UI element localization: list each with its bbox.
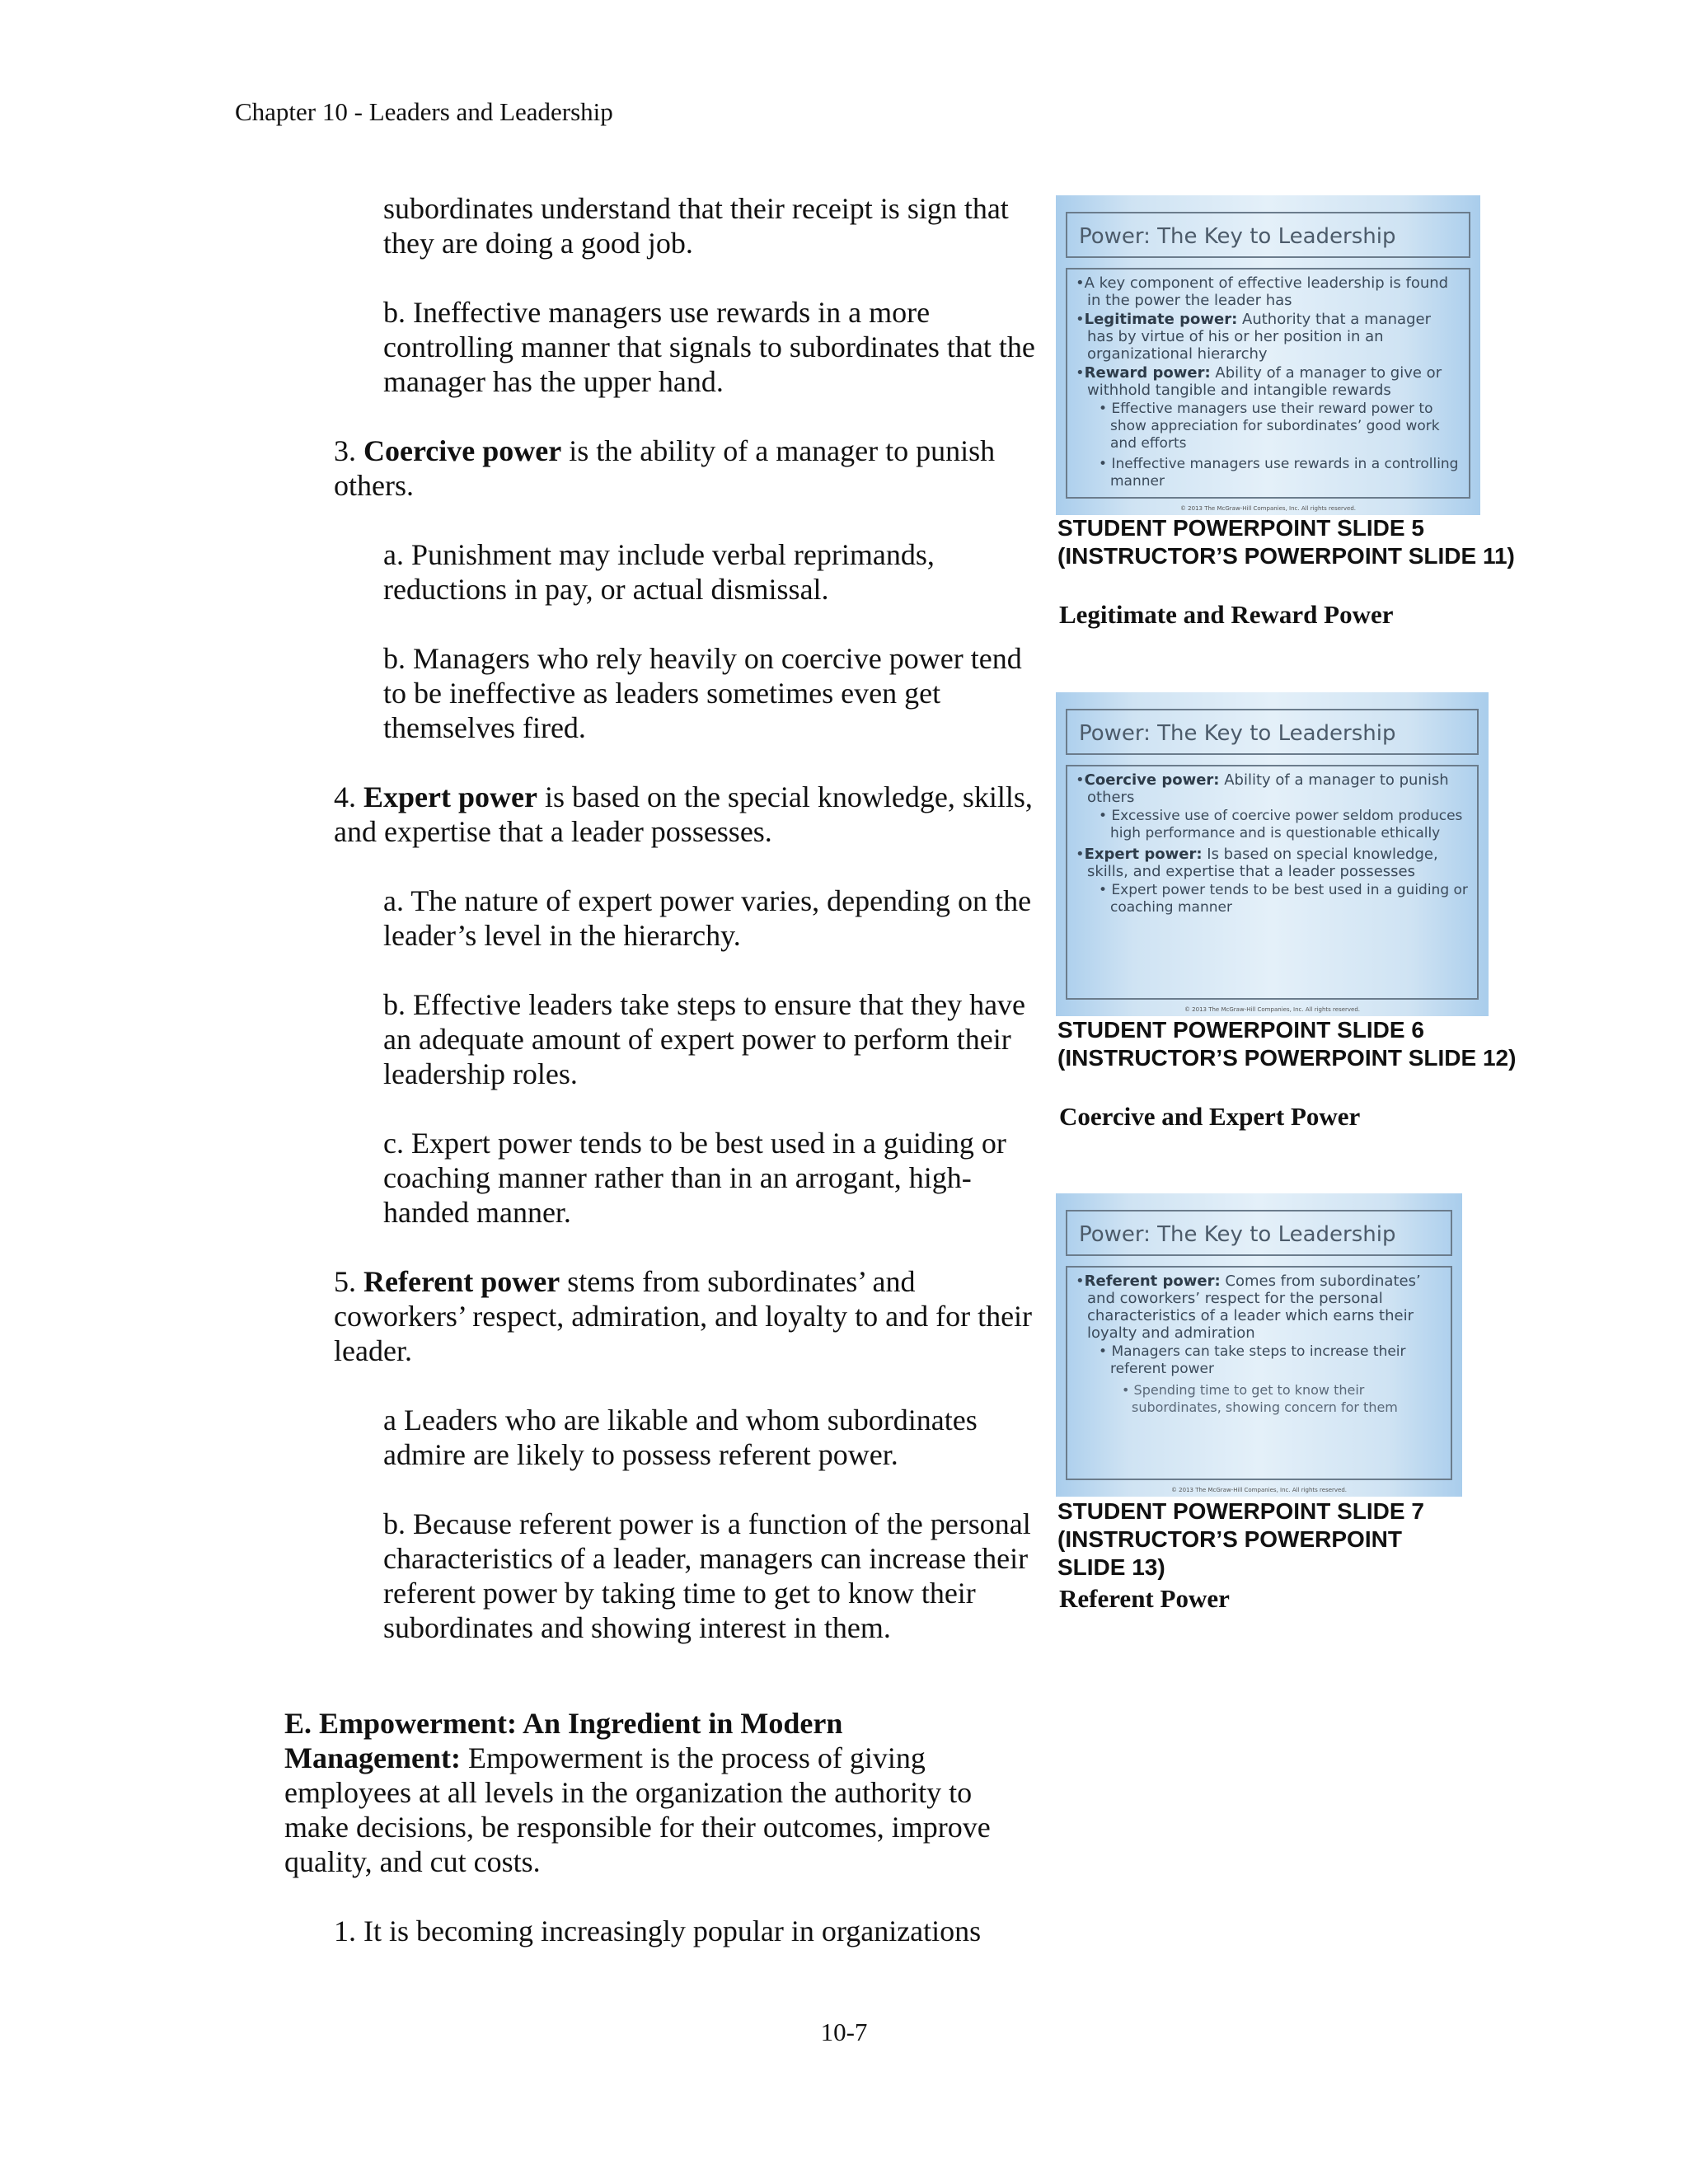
slide-thumbnail-5 — [1056, 195, 1480, 515]
slide-subsubbullet: • Spending time to get to know their subordinates, showing concern for them — [1122, 1382, 1398, 1415]
section-heading: E. Empowerment: An Ingredient in Modern Management: — [284, 1707, 843, 1774]
slide-caption: STUDENT POWERPOINT SLIDE 5 (INSTRUCTOR’S POWERPOINT SLIDE 11) — [1057, 515, 1515, 569]
slide-bullet-text: Ability of a manager to give or withhold tangible and intangible rewards — [1087, 364, 1442, 399]
slide-copyright: © 2013 The McGraw-Hill Companies, Inc. All rights reserved. — [1179, 505, 1357, 512]
slide-subbullet-text: Expert power tends to be best used in a guiding or coaching manner — [1110, 882, 1468, 916]
paragraph-text: Empowerment is the process of giving employees at all levels in the organization the authority to make decisions, be responsible for their outcomes, improve quality, and cut costs. — [284, 1741, 991, 1878]
term: Referent power — [363, 1265, 560, 1298]
slide-body — [1066, 268, 1470, 499]
slide-bullet: •Legitimate power: Authority that a manager has by virtue of his or her position in an organizational hierarchy — [1076, 311, 1431, 363]
slide-subsubbullet-text: Spending time to get to know their subordinates, showing concern for them — [1132, 1382, 1398, 1415]
slide-body — [1066, 765, 1479, 1000]
paragraph: b. Effective leaders take steps to ensure that they have an adequate amount of expert power to perform their leadership roles. — [383, 988, 1026, 1090]
section-heading-paragraph — [284, 1706, 1026, 1879]
paragraph: b. Ineffective managers use rewards in a more controlling manner that signals to subordinates that the manager has the upper hand. — [383, 296, 1035, 398]
slide-subtitle: Coercive and Expert Power — [1059, 1102, 1361, 1131]
list-number: 3. — [334, 434, 356, 467]
slide-subbullet-text: Managers can take steps to increase their referent power — [1110, 1343, 1406, 1377]
page-number: 10-7 — [820, 2018, 868, 2046]
slide-title: Power: The Key to Leadership — [1066, 709, 1479, 755]
slide-subbullet-text: Ineffective managers use rewards in a controlling manner — [1110, 456, 1459, 490]
paragraph: 1. It is becoming increasingly popular in organizations — [334, 1915, 982, 1947]
slide-bullet: •A key component of effective leadership is found in the power the leader has — [1076, 274, 1449, 309]
slide-body — [1066, 1266, 1452, 1480]
list-number: 5. — [334, 1265, 356, 1298]
slide-copyright: © 2013 The McGraw-Hill Companies, Inc. All rights reserved. — [1184, 1006, 1361, 1013]
term: Coercive power — [363, 434, 562, 467]
paragraph-text: is the ability of a manager to punish others. — [334, 434, 996, 502]
paragraph: b. Managers who rely heavily on coercive power tend to be ineffective as leaders sometimes even get themselves fired. — [383, 642, 1022, 744]
slide-bullet-text: Ability of a manager to punish others — [1087, 771, 1449, 806]
slide-subbullet: • Effective managers use their reward power to show appreciation for subordinates’ good work and efforts — [1099, 401, 1440, 452]
slide-term: Coercive power: — [1084, 771, 1220, 789]
slide-subbullet: • Managers can take steps to increase their referent power — [1099, 1343, 1406, 1377]
slide-bullet-text: Is based on special knowledge, skills, and expertise that a leader possesses — [1087, 846, 1438, 880]
slide-title: Power: The Key to Leadership — [1066, 1210, 1452, 1256]
paragraph: subordinates understand that their receipt is sign that they are doing a good job. — [383, 192, 1009, 260]
slide-subbullet-text: Excessive use of coercive power seldom produces high performance and is questionable ethically — [1110, 808, 1463, 841]
slide-bullet: •Expert power: Is based on special knowledge, skills, and expertise that a leader possesses — [1076, 846, 1438, 880]
paragraph-referent-power — [334, 1264, 1051, 1368]
paragraph-text: stems from subordinates’ and coworkers’ respect, admiration, and loyalty to and for their leader. — [334, 1265, 1033, 1367]
slide-bullet-text: Comes from subordinates’ and coworkers’ respect for the personal characteristics of a leader which earns their loyalty and admiration — [1087, 1272, 1421, 1342]
empowerment-section — [284, 1706, 1026, 1983]
slide-subbullet: • Ineffective managers use rewards in a controlling manner — [1099, 456, 1459, 490]
slide-copyright: © 2013 The McGraw-Hill Companies, Inc. All rights reserved. — [1170, 1487, 1348, 1493]
slide-term: Expert power: — [1084, 846, 1203, 863]
slide-subtitle: Legitimate and Reward Power — [1059, 600, 1394, 629]
slide-subtitle: Referent Power — [1059, 1584, 1230, 1613]
slide-title: Power: The Key to Leadership — [1066, 212, 1470, 258]
slide-term: Referent power: — [1084, 1272, 1221, 1290]
slide-caption: STUDENT POWERPOINT SLIDE 6 (INSTRUCTOR’S POWERPOINT SLIDE 12) — [1057, 1017, 1517, 1071]
slide-subbullet: • Expert power tends to be best used in a guiding or coaching manner — [1099, 882, 1468, 916]
paragraph: a. The nature of expert power varies, depending on the leader’s level in the hierarchy. — [383, 884, 1032, 952]
paragraph: a Leaders who are likable and whom subordinates admire are likely to possess referent power. — [383, 1404, 978, 1471]
chapter-header: Chapter 10 - Leaders and Leadership — [235, 97, 613, 126]
slide-thumbnail-7 — [1056, 1193, 1462, 1497]
paragraph-expert-power — [334, 780, 1051, 849]
paragraph: a. Punishment may include verbal reprimands, reductions in pay, or actual dismissal. — [383, 538, 935, 606]
slide-thumbnail-6 — [1056, 692, 1489, 1016]
slide-term: Reward power: — [1084, 364, 1211, 382]
paragraph-text: is based on the special knowledge, skills, and expertise that a leader possesses. — [334, 780, 1033, 848]
slide-subbullet-text: Effective managers use their reward power to show appreciation for subordinates’ good work and efforts — [1110, 401, 1440, 452]
paragraph: b. Because referent power is a function of the personal characteristics of a leader, managers can increase their referent power by taking time to get to know their subordinates and showing interest in them. — [383, 1507, 1031, 1644]
slide-caption: STUDENT POWERPOINT SLIDE 7 (INSTRUCTOR’S POWERPOINT SLIDE 13) — [1057, 1498, 1424, 1580]
main-text — [284, 191, 1051, 1680]
list-number: 4. — [334, 780, 356, 813]
paragraph-coercive-power — [334, 434, 1051, 503]
slide-term: Legitimate power: — [1084, 311, 1238, 328]
slide-bullet: •Referent power: Comes from subordinates’ and coworkers’ respect for the personal characteristics of a leader which earns their loyalty and admiration — [1076, 1272, 1421, 1342]
paragraph: c. Expert power tends to be best used in a guiding or coaching manner rather than in an arrogant, high-handed manner. — [383, 1127, 1006, 1229]
term: Expert power — [363, 780, 537, 813]
slide-bullet: •Reward power: Ability of a manager to give or withhold tangible and intangible rewards — [1076, 364, 1442, 399]
slide-subbullet: • Excessive use of coercive power seldom produces high performance and is questionable ethically — [1099, 808, 1463, 841]
slide-bullet-text: A key component of effective leadership is found in the power the leader has — [1084, 274, 1449, 309]
slide-bullet-text: Authority that a manager has by virtue of his or her position in an organizational hierarchy — [1087, 311, 1431, 363]
slide-bullet: •Coercive power: Ability of a manager to punish others — [1076, 771, 1449, 806]
